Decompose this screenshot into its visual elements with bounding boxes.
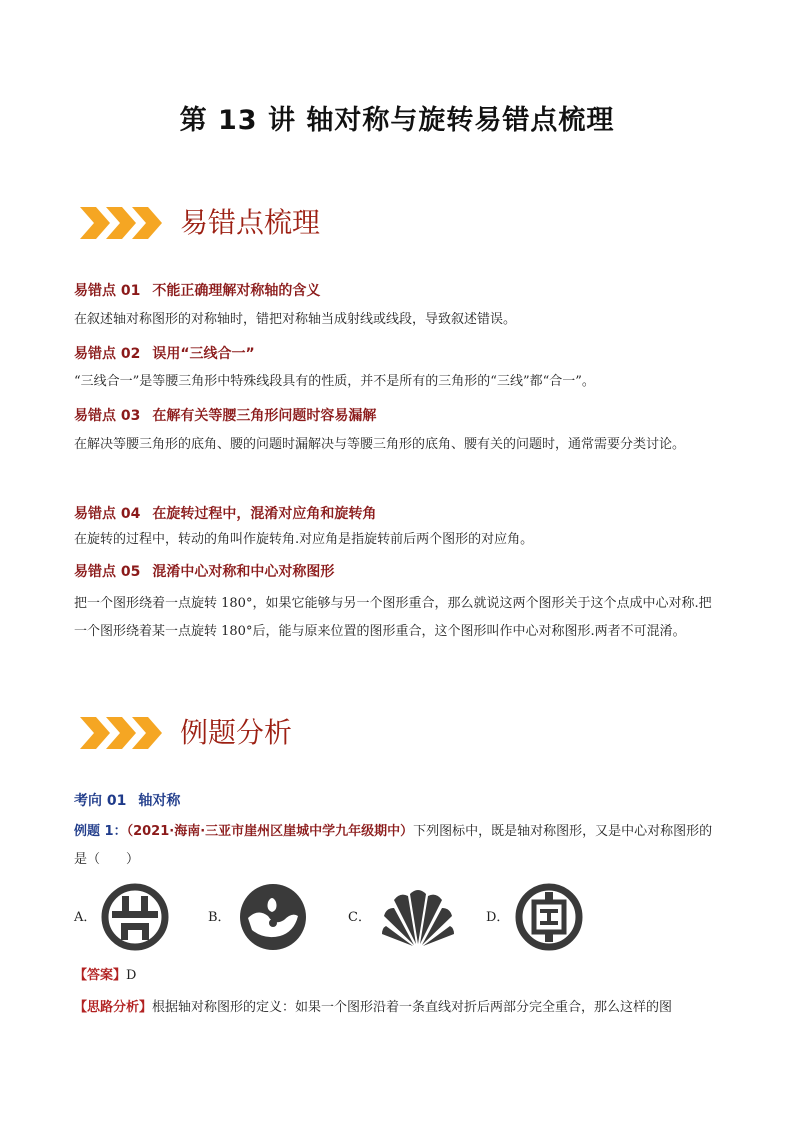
error-point-title: 在旋转过程中，混淆对应角和旋转角 (152, 506, 377, 522)
error-point-title: 误用“三线合一” (152, 346, 255, 362)
logo-c-icon (380, 882, 456, 952)
logo-b-icon (238, 882, 308, 952)
option-label: B． (208, 910, 231, 925)
question-label: 例题 1： (74, 824, 127, 839)
kaoxiang-label: 考向 01 (74, 793, 127, 809)
error-point-3-heading (74, 405, 376, 425)
error-point-label: 易错点 03 (74, 408, 141, 424)
error-point-label: 易错点 01 (74, 283, 141, 299)
logo-d-icon (514, 882, 584, 952)
error-point-5-body: 把一个图形绕着一点旋转 180°，如果它能够与另一个图形重合，那么就说这两个图形关于这个点成中心对称.把一个图形绕着某一点旋转 180°后，能与原来位置的图形重合，这个图形叫作中心对称图形.两者不可混淆。 (74, 596, 712, 639)
error-point-5-heading (74, 561, 334, 581)
question-text-block (74, 818, 724, 874)
error-point-2-body: “三线合一”是等腰三角形中特殊线段具有的性质，并不是所有的三角形的“三线”都“合一”。 (74, 374, 595, 389)
answer-value: D (126, 968, 137, 983)
error-point-title: 不能正确理解对称轴的含义 (152, 283, 321, 299)
error-point-4-body: 在旋转的过程中，转动的角叫作旋转角.对应角是指旋转前后两个图形的对应角。 (74, 532, 534, 547)
page-title: 第 13 讲 轴对称与旋转易错点梳理 (179, 105, 615, 136)
analysis-line (74, 994, 734, 1022)
section-title: 易错点梳理 (180, 206, 321, 239)
error-point-title: 在解有关等腰三角形问题时容易漏解 (152, 408, 377, 424)
error-point-1-body: 在叙述轴对称图形的对称轴时，错把对称轴当成射线或线段，导致叙述错误。 (74, 312, 517, 327)
option-label: D． (486, 910, 510, 925)
error-point-2-heading (74, 343, 255, 363)
triple-chevron-icon (80, 205, 166, 241)
analysis-tag: 【思路分析】 (74, 1000, 153, 1015)
answer-line (74, 962, 136, 990)
error-point-4-heading (74, 503, 376, 523)
error-point-3-body: 在解决等腰三角形的底角、腰的问题时漏解决与等腰三角形的底角、腰有关的问题时，通常需要分类讨论。 (74, 437, 686, 452)
analysis-text: 根据轴对称图形的定义：如果一个图形沿着一条直线对折后两部分完全重合，那么这样的图 (152, 1000, 673, 1015)
error-point-label: 易错点 02 (74, 346, 141, 362)
error-point-title: 混淆中心对称和中心对称图形 (152, 564, 335, 580)
kaoxiang-title: 轴对称 (138, 793, 181, 809)
error-point-label: 易错点 04 (74, 506, 141, 522)
error-point-1-heading (74, 280, 320, 300)
section-title: 例题分析 (180, 716, 293, 749)
triple-chevron-icon (80, 715, 166, 751)
kaoxiang-heading (74, 790, 180, 810)
logo-a-icon (100, 882, 170, 952)
question-source: （2021·海南·三亚市崖州区崖城中学九年级期中） (126, 824, 414, 839)
question-body: 下列图标中，既是轴对称图形，又是中心对称图形的是（ ） (74, 824, 713, 867)
option-label: A． (74, 910, 97, 925)
answer-tag: 【答案】 (74, 968, 127, 983)
option-label: C． (348, 910, 371, 925)
error-point-label: 易错点 05 (74, 564, 141, 580)
